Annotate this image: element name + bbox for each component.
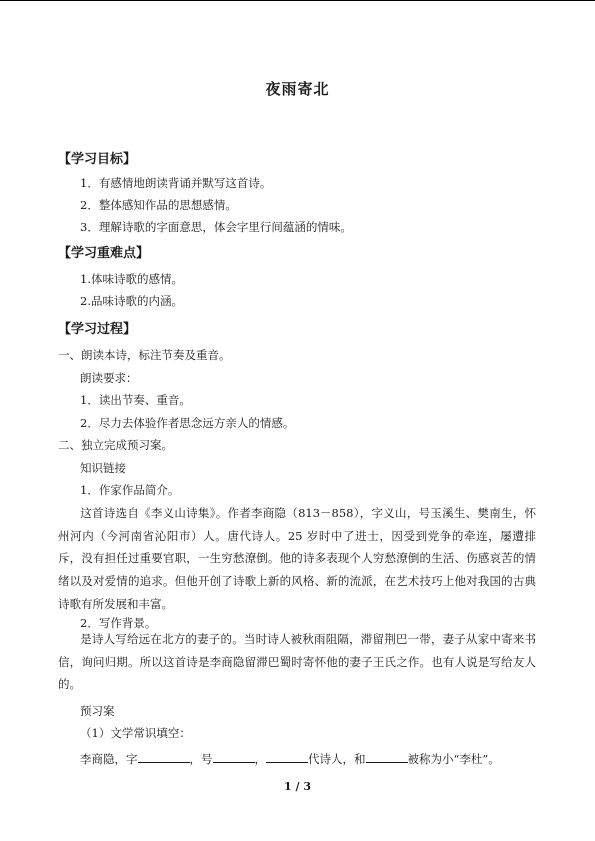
fill-text-3: ， (254, 752, 266, 766)
fill-in-sentence (80, 750, 500, 766)
key-point-1: 1.体味诗歌的感情。 (80, 272, 183, 286)
page-title: 夜雨寄北 (265, 80, 330, 98)
knowledge-link: 知识链接 (80, 461, 126, 475)
step-2: 二、独立完成预习案。 (58, 438, 173, 452)
fill-text-2: ，号 (189, 752, 213, 766)
blank-dynasty[interactable] (266, 750, 308, 763)
fill-text-1: 李商隐，字 (80, 752, 138, 766)
knowledge-item-2: 2．写作背景。 (80, 616, 157, 630)
goal-item-3: 3．理解诗歌的字面意思，体会字里行间蕴涵的情味。 (80, 220, 352, 234)
goal-item-2: 2．整体感知作品的思想感情。 (80, 198, 237, 212)
blank-courtesy-name[interactable] (138, 750, 190, 763)
heading-process: 【学习过程】 (58, 322, 137, 337)
requirement-2: 2．尽力去体验作者思念远方亲人的情感。 (80, 416, 295, 430)
author-intro-text: 这首诗选自《李义山诗集》。作者李商隐（813－858），字义山，号玉溪生、樊南生，怀州河内（今河南省沁阳市）人。唐代诗人。25 岁时中了进士，因受到党争的牵连，屡遭排斥，没有担任过重要官职，一生穷愁潦倒。他的诗多表现个人穷愁潦倒的生活、伤感哀苦的情绪以及对爱情的追求。但他开创了诗歌上新的风格、新的流派，在艺术技巧上他对我国的古典诗歌有所发展和丰富。 (58, 506, 536, 611)
requirement-1: 1．读出节奏、重音。 (80, 393, 191, 407)
background-text: 是诗人写给远在北方的妻子的。当时诗人被秋雨阻隔，滞留荆巴一带，妻子从家中寄来书信，询问归期。所以这首诗是李商隐留滞巴蜀时寄怀他的妻子王氏之作。也有人说是写给友人的。 (58, 632, 536, 692)
step-1: 一、朗读本诗，标注节奏及重音。 (58, 348, 231, 362)
fill-text-4: 代诗人，和 (308, 752, 366, 766)
knowledge-item-1: 1．作家作品简介。 (80, 483, 180, 497)
key-point-2: 2.品味诗歌的内涵。 (80, 294, 183, 308)
background-paragraph (58, 628, 536, 696)
heading-key-points: 【学习重难点】 (58, 246, 150, 261)
heading-learning-goals: 【学习目标】 (58, 152, 137, 167)
author-intro-paragraph (58, 502, 536, 616)
reading-requirements: 朗读要求： (80, 371, 138, 385)
fill-text-5: 被称为小“李杜”。 (407, 752, 500, 766)
blank-pen-name[interactable] (213, 750, 255, 763)
page-number: 1 / 3 (284, 780, 311, 793)
goal-item-1: 1．有感情地朗读背诵并默写这首诗。 (80, 176, 272, 190)
blank-poet[interactable] (366, 750, 408, 763)
preview-label: 预习案 (80, 704, 115, 718)
question-1: （1）文学常识填空： (80, 726, 191, 740)
